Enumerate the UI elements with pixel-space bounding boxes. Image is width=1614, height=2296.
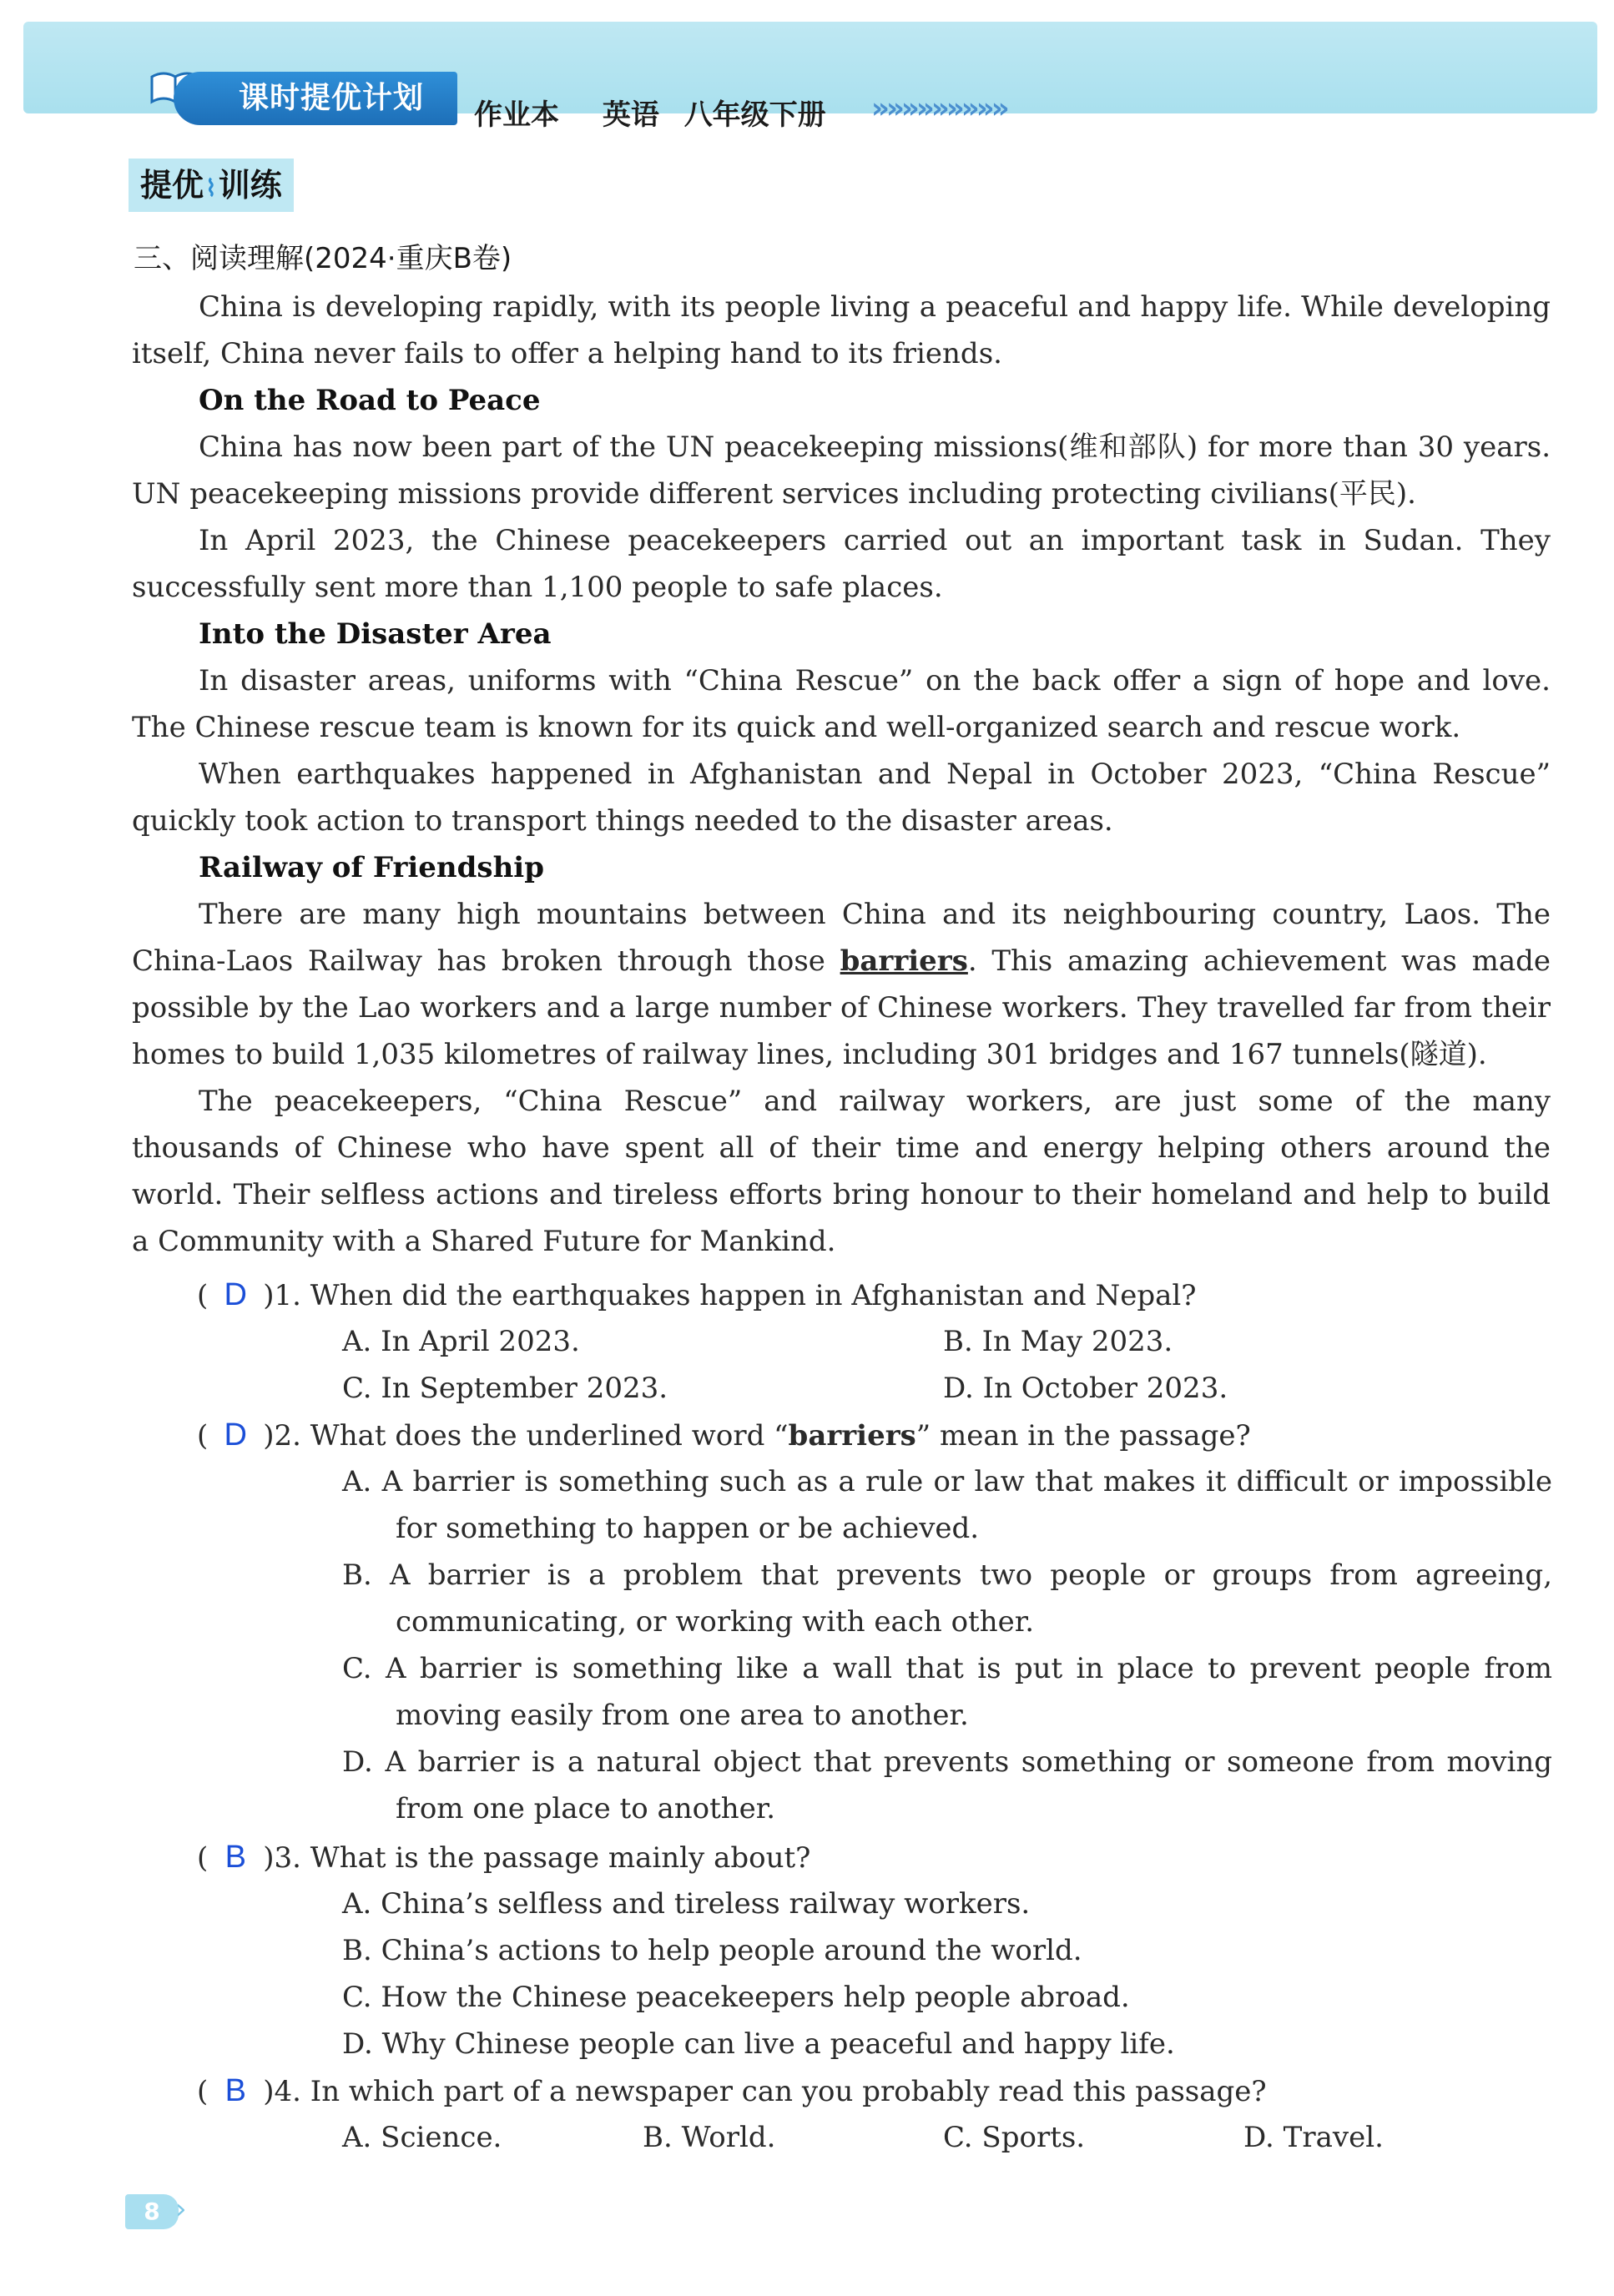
intro-paragraph: China is developing rapidly, with its people living a peaceful and happy life. While developing itself, China never fails to offer a helping hand to its friends. — [132, 290, 1551, 370]
subject: 英语 — [602, 98, 659, 132]
book-info — [474, 92, 860, 133]
question-number: )1. — [263, 1279, 301, 1312]
page-number: 8 — [125, 2194, 179, 2229]
q4-option-b: B. World. — [643, 2121, 776, 2154]
subheading-disaster-area: Into the Disaster Area — [199, 617, 552, 651]
header-banner — [23, 22, 1597, 132]
answer-1: D — [224, 1277, 247, 1312]
section-title — [129, 159, 294, 212]
paragraph-5 — [132, 891, 1551, 1078]
question-text-c: ” mean in the passage? — [915, 1419, 1251, 1453]
book-type: 作业本 — [474, 98, 559, 132]
question-keyword: barriers — [788, 1419, 916, 1453]
q4-option-c: C. Sports. — [943, 2121, 1086, 2154]
q3-option-b: B. China’s actions to help people around the world. — [342, 1934, 1082, 1967]
subheading-road-to-peace: On the Road to Peace — [199, 384, 541, 417]
question-1: ( D )1. When did the earthquakes happen in Afghanistan and Nepal? — [197, 1271, 1196, 1319]
q3-option-a: A. China’s selfless and tireless railway workers. — [342, 1887, 1031, 1921]
underlined-word-barriers: barriers — [840, 944, 968, 978]
q4-option-d: D. Travel. — [1243, 2121, 1384, 2154]
question-2: ( D )2. What does the underlined word “barriers” mean in the passage? — [197, 1412, 1251, 1459]
paragraph-5-part-b: . This amazing achievement was made possible by the Lao workers and a large number of Chinese workers. They travelled far from their homes to build 1,035 kilometres of railway lines, including 301 bridges and 167 tunnels(隧道). — [132, 944, 1551, 1071]
question-number: )2. — [263, 1419, 301, 1453]
question-text: In which part of a newspaper can you probably read this passage? — [310, 2075, 1267, 2108]
question-number: )4. — [263, 2075, 301, 2108]
q3-option-c: C. How the Chinese peacekeepers help people abroad. — [342, 1981, 1130, 2014]
question-text-a: What does the underlined word “ — [310, 1419, 789, 1453]
reading-passage — [132, 284, 1551, 1265]
q4-option-a: A. Science. — [342, 2121, 502, 2154]
grade: 八年级下册 — [683, 98, 826, 132]
paragraph-5-part-a: There are many high mountains between China and its neighbouring country, Laos. The China-Laos Railway has broken through those — [132, 898, 1551, 978]
answer-4: B — [224, 2073, 246, 2108]
section-title-left: 提优 — [140, 167, 204, 204]
paragraph-3: In disaster areas, uniforms with “China Rescue” on the back offer a sign of hope and love. The Chinese rescue team is known for its quick and well-organized search and rescue work. — [132, 664, 1551, 744]
q2-option-b: B. A barrier is a problem that prevents two people or groups from agreeing, communicating, or working with each other. — [342, 1558, 1552, 1639]
question-text: When did the earthquakes happen in Afghanistan and Nepal? — [310, 1279, 1197, 1312]
q1-option-d: D. In October 2023. — [943, 1372, 1228, 1405]
question-text: What is the passage mainly about? — [310, 1841, 811, 1875]
q2-option-c: C. A barrier is something like a wall that is put in place to prevent people from moving easily from one area to another. — [342, 1652, 1552, 1732]
answer-2: D — [224, 1417, 247, 1453]
question-3: ( B )3. What is the passage mainly about? — [197, 1834, 810, 1881]
chevron-decoration-icon: »»»»»»»»» — [871, 92, 1006, 125]
page-chevron-icon: › — [175, 2193, 187, 2226]
q1-option-a: A. In April 2023. — [342, 1325, 580, 1358]
q1-option-c: C. In September 2023. — [342, 1372, 668, 1405]
section-title-right: 训练 — [218, 167, 282, 204]
q1-option-b: B. In May 2023. — [943, 1325, 1173, 1358]
q2-option-d: D. A barrier is a natural object that prevents something or someone from moving from one place to another. — [342, 1745, 1552, 1825]
paragraph-4: When earthquakes happened in Afghanistan and Nepal in October 2023, “China Rescue” quickly took action to transport things needed to the disaster areas. — [132, 758, 1551, 838]
question-4: ( B )4. In which part of a newspaper can you probably read this passage? — [197, 2067, 1267, 2115]
paragraph-2: In April 2023, the Chinese peacekeepers carried out an important task in Sudan. They successfully sent more than 1,100 people to safe places. — [132, 524, 1551, 604]
paragraph-1: China has now been part of the UN peacekeeping missions(维和部队) for more than 30 years. UN peacekeeping missions provide different services including protecting civilians(平民). — [132, 430, 1551, 511]
subheading-railway: Railway of Friendship — [199, 851, 544, 884]
answer-3: B — [224, 1840, 246, 1875]
q2-option-a: A. A barrier is something such as a rule or law that makes it difficult or impossible for something to happen or be achieved. — [342, 1465, 1552, 1545]
part-heading: 三、阅读理解(2024·重庆B卷) — [134, 242, 512, 275]
paragraph-6: The peacekeepers, “China Rescue” and railway workers, are just some of the many thousands of Chinese who have spent all of their time and energy helping others around the world. Their selfless actions and tireless efforts bring honour to their homeland and help to build a Community with a Shared Future for Mankind. — [132, 1085, 1551, 1258]
wave-icon: ⌇ — [205, 174, 217, 202]
question-number: )3. — [263, 1841, 301, 1875]
brand-label: 课时提优计划 — [174, 72, 457, 125]
q3-option-d: D. Why Chinese people can live a peaceful and happy life. — [342, 2027, 1175, 2061]
